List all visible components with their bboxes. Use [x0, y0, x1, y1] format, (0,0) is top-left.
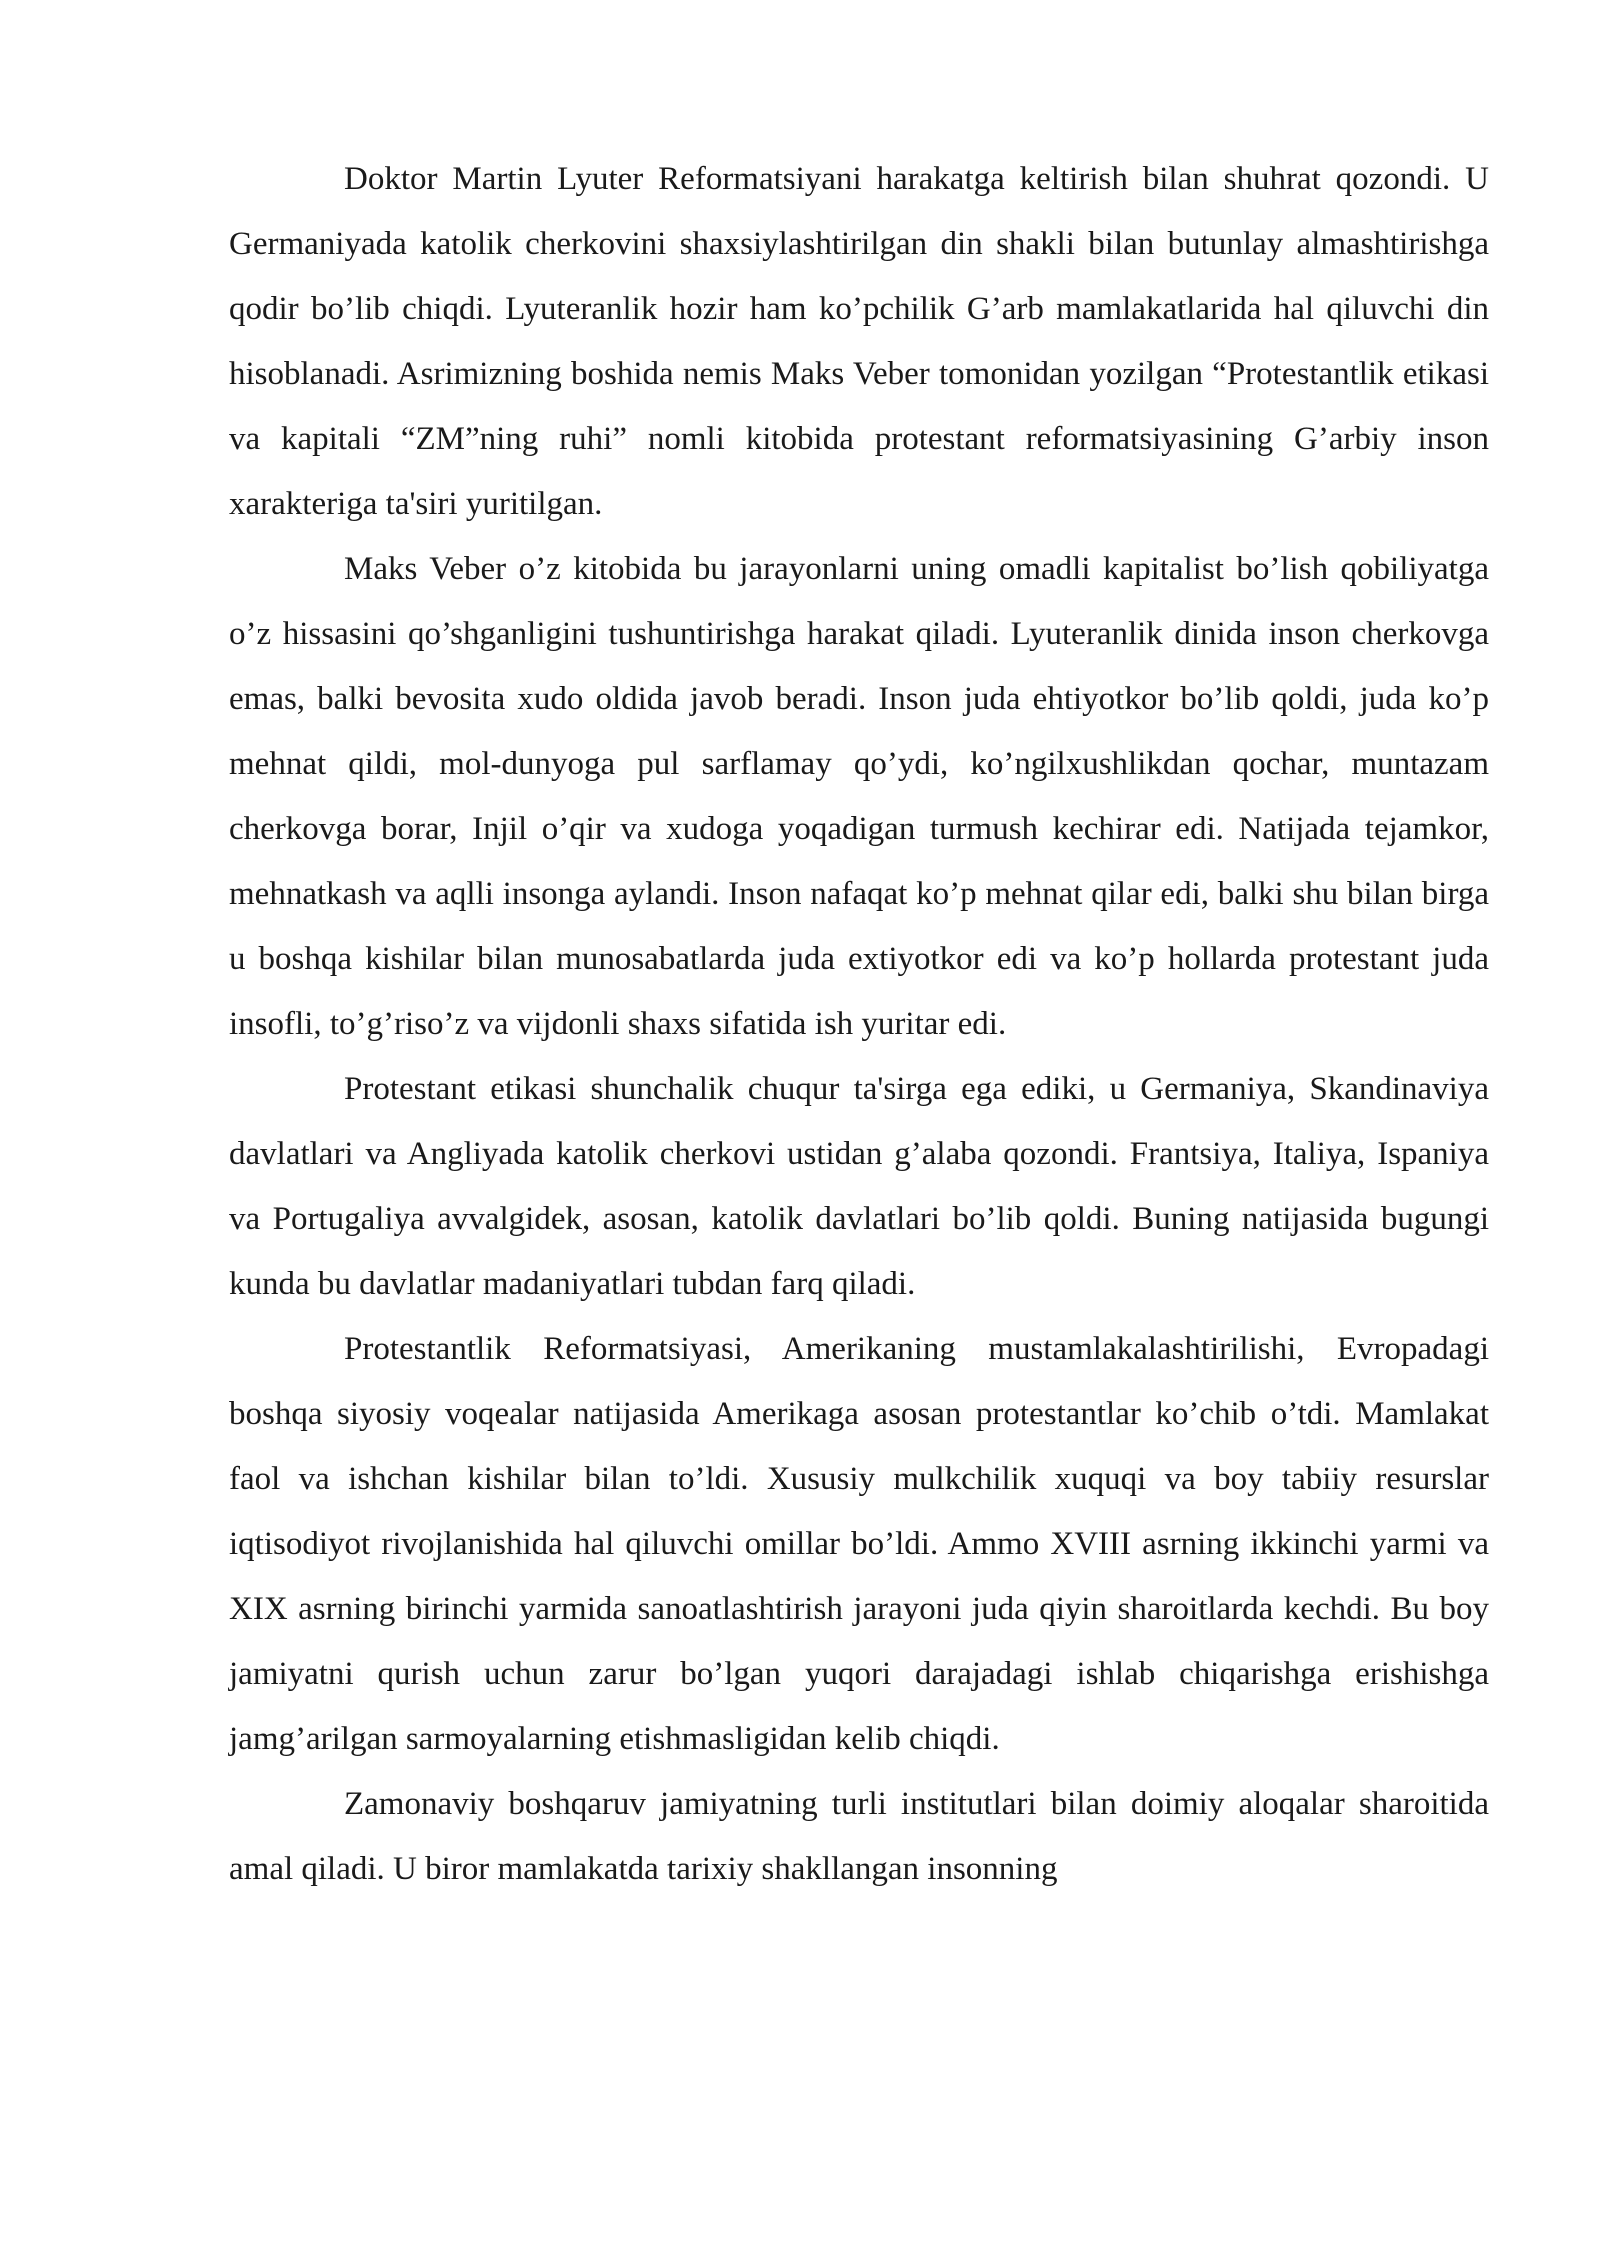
paragraph-1: Doktor Martin Lyuter Reformatsiyani harakatga keltirish bilan shuhrat qozondi. U Germaniyada katolik cherkovini shaxsiylashtirilgan din shakli bilan butunlay almashtirishga qodir bo’lib chiqdi. Lyuteranlik hozir ham ko’pchilik G’arb mamlakatlarida hal qiluvchi din hisoblanadi. Asrimizning boshida nemis Maks Veber tomonidan yozilgan “Protestantlik etikasi va kapitali “ZM”ning ruhi” nomli kitobida protestant reformatsiyasining G’arbiy inson xarakteriga ta'siri yuritilgan.	[229, 161, 1489, 522]
paragraph-2: Maks Veber o’z kitobida bu jarayonlarni uning omadli kapitalist bo’lish qobiliyatga o’z hissasini qo’shganligini tushuntirishga harakat qiladi. Lyuteranlik dinida inson cherkovga emas, balki bevosita xudo oldida javob beradi. Inson juda ehtiyotkor bo’lib qoldi, juda ko’p mehnat qildi, mol-dunyoga pul sarflamay qo’ydi, ko’ngilxushlikdan qochar, muntazam cherkovga borar, Injil o’qir va xudoga yoqadigan turmush kechirar edi. Natijada tejamkor, mehnatkash va aqlli insonga aylandi. Inson nafaqat ko’p mehnat qilar edi, balki shu bilan birga u boshqa kishilar bilan munosabatlarda juda extiyotkor edi va ko’p hollarda protestant juda insofli, to’g’riso’z va vijdonli shaxs sifatida ish yuritar edi.	[229, 551, 1489, 1042]
paragraph-4: Protestantlik Reformatsiyasi, Amerikaning mustamlakalashtirilishi, Evropadagi boshqa siyosiy voqealar natijasida Amerikaga asosan protestantlar ko’chib o’tdi. Mamlakat faol va ishchan kishilar bilan to’ldi. Xususiy mulkchilik xuquqi va boy tabiiy resurslar iqtisodiyot rivojlanishida hal qiluvchi omillar bo’ldi. Ammo XVIII asrning ikkinchi yarmi va XIX asrning birinchi yarmida sanoatlashtirish jarayoni juda qiyin sharoitlarda kechdi. Bu boy jamiyatni qurish uchun zarur bo’lgan yuqori darajadagi ishlab chiqarishga erishishga jamg’arilgan sarmoyalarning etishmasligidan kelib chiqdi.	[229, 1331, 1489, 1757]
paragraph-5: Zamonaviy boshqaruv jamiyatning turli institutlari bilan doimiy aloqalar sharoitida amal qiladi. U biror mamlakatda tarixiy shakllangan insonning	[229, 1786, 1489, 1887]
document-body	[229, 147, 1489, 1902]
paragraph-3: Protestant etikasi shunchalik chuqur ta'sirga ega ediki, u Germaniya, Skandinaviya davlatlari va Angliyada katolik cherkovi ustidan g’alaba qozondi. Frantsiya, Italiya, Ispaniya va Portugaliya avvalgidek, asosan, katolik davlatlari bo’lib qoldi. Buning natijasida bugungi kunda bu davlatlar madaniyatlari tubdan farq qiladi.	[229, 1071, 1489, 1302]
